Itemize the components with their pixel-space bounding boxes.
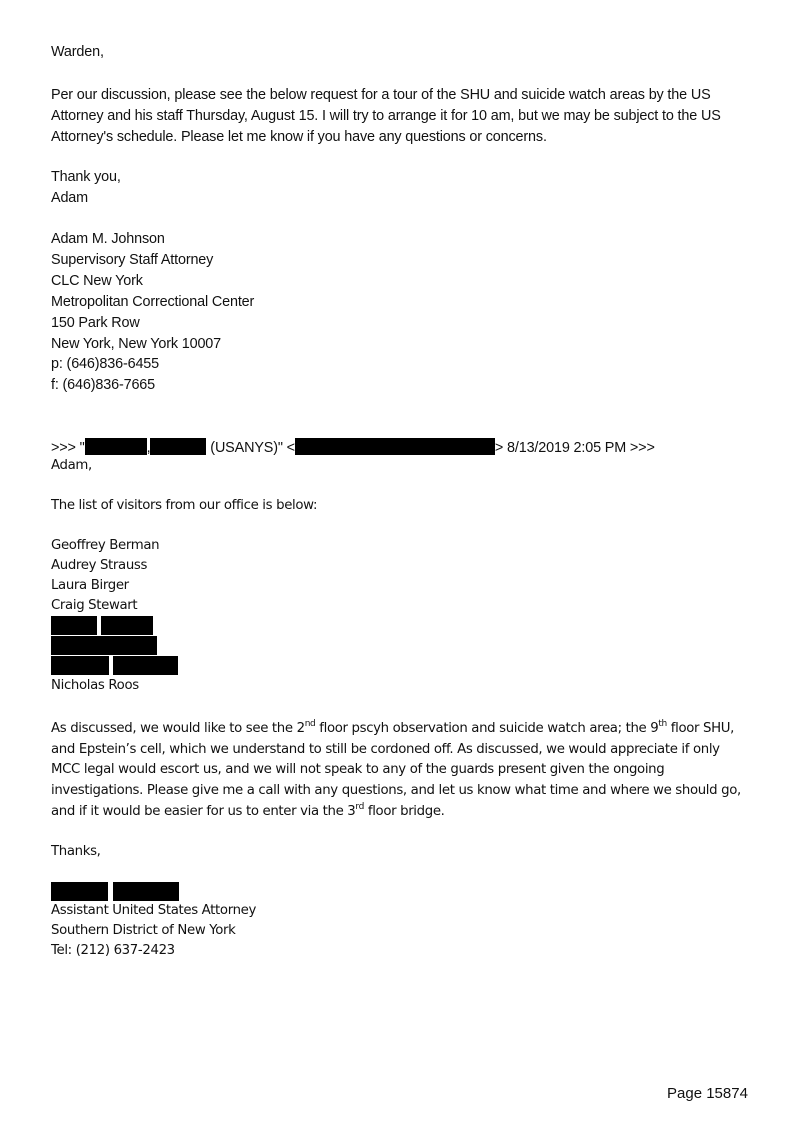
page-number: Page 15874 [667,1085,748,1102]
ordinal-suffix: rd [355,801,364,812]
signature-office: CLC New York [51,273,143,289]
signature-phone: p: (646)836-6455 [51,356,160,372]
salutation: Warden, [51,44,104,60]
forward-greeting: Adam, [51,458,92,473]
visitor-list-item: Geoffrey Berman [51,538,160,553]
signature-institution: Metropolitan Correctional Center [51,294,255,310]
signature-street: 150 Park Row [51,315,140,331]
redaction-bar [85,438,147,455]
request-text: As discussed, we would like to see the 2 [51,721,305,736]
redaction-bar [150,438,206,455]
request-text: floor pscyh observation and suicide watch area; the 9 [315,721,659,736]
signature-name: Adam M. Johnson [51,231,165,247]
redaction-bar [51,636,157,655]
redaction-bar [101,616,153,635]
signature-city: New York, New York 10007 [51,336,221,352]
visitor-list-item: Audrey Strauss [51,558,148,573]
redaction-bar [51,616,97,635]
sender-phone: Tel: (212) 637-2423 [51,943,175,958]
forward-intro: The list of visitors from our office is below: [51,498,318,513]
sender-office: Southern District of New York [51,923,236,938]
signature-title: Supervisory Staff Attorney [51,252,214,268]
forward-header [51,438,655,456]
sign-off: Thanks, [51,844,101,859]
redaction-bar [113,656,178,675]
memo-paragraph: Per our discussion, please see the below request for a tour of the SHU and suicide watch areas by the US Attorney and his staff Thursday, August 15. I will try to arrange it for 10 am, but we may be subject to the US Attorney's schedule. Please let me know if you have any questions or concerns. [51,87,721,145]
visitor-list-item: Laura Birger [51,578,129,593]
request-text: floor bridge. [363,803,445,819]
forward-suffix: > 8/13/2019 2:05 PM >>> [494,440,655,456]
sender-title: Assistant United States Attorney [51,903,257,918]
redaction-bar [51,656,109,675]
request-text: floor SHU, and Epstein’s cell, which we understand to still be cordoned off. As discussed, we would appreciate if only MCC legal would escort us, and we will not speak to any of the guards present given the ongoing investigations. Please give me a call with any questions, and let us know what time and where we should go, and if it would be easier for us to enter via the 3 [51,721,741,819]
forward-prefix: >>> " [51,440,85,456]
forward-agency: (USANYS)" < [210,440,295,456]
request-paragraph [51,719,751,823]
ordinal-suffix: th [658,719,667,729]
ordinal-suffix: nd [304,719,316,729]
visitor-list-item: Nicholas Roos [51,678,139,693]
closing: Thank you, [51,169,121,185]
signature-fax: f: (646)836-7665 [51,377,156,393]
redaction-bar [113,882,179,901]
signer-first-name: Adam [51,190,88,206]
forward-comma: , [146,440,151,456]
redaction-bar [295,438,495,455]
redaction-bar [51,882,108,901]
visitor-list-item: Craig Stewart [51,598,138,613]
